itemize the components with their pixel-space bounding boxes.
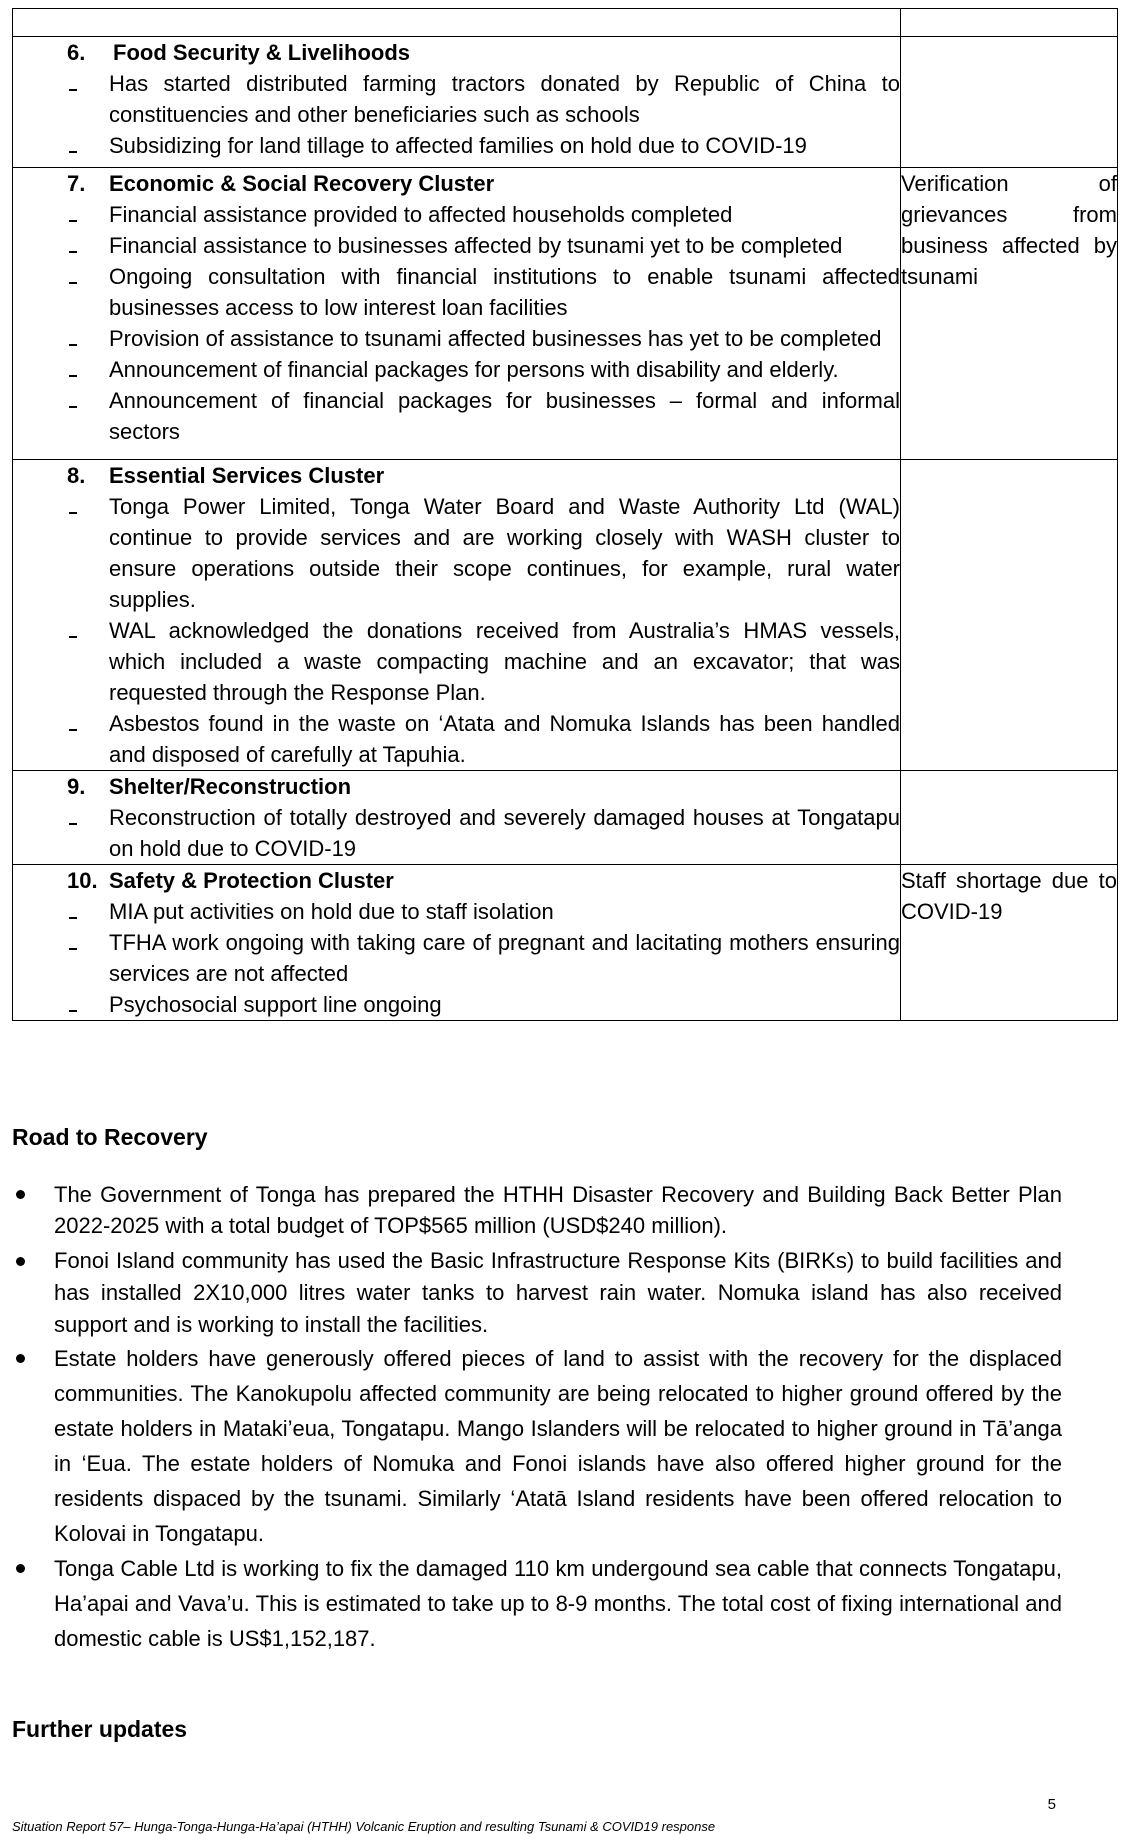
bullet-icon <box>16 1257 25 1266</box>
cluster-number: 10. <box>67 868 98 893</box>
list-item: Financial assistance provided to affected households completed <box>13 199 900 230</box>
dash-marker <box>69 491 77 522</box>
dash-marker <box>69 323 77 354</box>
page-number: 5 <box>1047 1796 1056 1813</box>
list-item: MIA put activities on hold due to staff isolation <box>13 896 900 927</box>
remarks-cell <box>901 771 1118 865</box>
table-row <box>13 9 1118 37</box>
list-item: Announcement of financial packages for businesses – formal and informal sectors <box>13 385 900 447</box>
further-updates-heading: Further updates <box>12 1716 188 1742</box>
list-item: Fonoi Island community has used the Basic Infrastructure Response Kits (BIRKs) to build facilities and has installed 2X10,000 litres water tanks to harvest rain water. Nomuka island has also received support and is working to install the facilities. <box>12 1245 1062 1341</box>
cluster-heading <box>13 37 900 68</box>
table-cell <box>13 865 901 1021</box>
dash-marker <box>69 230 77 261</box>
remarks-cell <box>901 37 1118 168</box>
list-item: WAL acknowledged the donations received from Australia’s HMAS vessels, which included a waste compacting machine and an excavator; that was requested through the Response Plan. <box>13 615 900 708</box>
table-row-safety-protection <box>13 865 1118 1021</box>
cluster-title: Shelter/Reconstruction <box>109 774 352 799</box>
cluster-heading <box>13 771 900 802</box>
cluster-title: Safety & Protection Cluster <box>109 868 394 893</box>
table-row-essential-services <box>13 460 1118 771</box>
cluster-status-table <box>12 8 1118 1021</box>
cluster-number: 6. <box>67 40 86 65</box>
list-item: Psychosocial support line ongoing <box>13 989 900 1020</box>
page-footer: Situation Report 57– Hunga-Tonga-Hunga-Ha’apai (HTHH) Volcanic Eruption and resulting Tsunami & COVID19 response <box>12 1819 716 1834</box>
dash-marker <box>69 802 77 833</box>
cluster-number: 7. <box>67 171 86 196</box>
remarks-cell: Staff shortage due to COVID-19 <box>901 865 1118 1021</box>
bullet-icon <box>16 1190 25 1199</box>
table-row-food-security <box>13 37 1118 168</box>
road-to-recovery-list <box>12 1179 1062 1656</box>
table-row-economic-social <box>13 168 1118 460</box>
bullet-icon <box>16 1354 25 1363</box>
list-item: Subsidizing for land tillage to affected families on hold due to COVID-19 <box>13 130 900 161</box>
list-item: Has started distributed farming tractors donated by Republic of China to constituencies and other beneficiaries such as schools <box>13 68 900 130</box>
table-row-shelter <box>13 771 1118 865</box>
dash-marker <box>69 385 77 416</box>
dash-marker <box>69 261 77 292</box>
dash-marker <box>69 708 77 739</box>
list-item: Asbestos found in the waste on ‘Atata and Nomuka Islands has been handled and disposed of carefully at Tapuhia. <box>13 708 900 770</box>
cluster-heading <box>13 460 900 491</box>
list-item: Ongoing consultation with financial institutions to enable tsunami affected businesses access to low interest loan facilities <box>13 261 900 323</box>
list-item: TFHA work ongoing with taking care of pregnant and lacitating mothers ensuring services are not affected <box>13 927 900 989</box>
list-item: The Government of Tonga has prepared the HTHH Disaster Recovery and Building Back Better Plan 2022-2025 with a total budget of TOP$565 million (USD$240 million). <box>12 1179 1062 1241</box>
cluster-number: 9. <box>67 774 86 799</box>
cluster-heading <box>13 168 900 199</box>
remarks-cell <box>901 460 1118 771</box>
dash-marker <box>69 896 77 927</box>
road-to-recovery-heading: Road to Recovery <box>12 1124 208 1150</box>
cluster-heading <box>13 865 900 896</box>
cluster-title: Essential Services Cluster <box>109 463 385 488</box>
remarks-cell: Verification of grievances from business affected by tsunami <box>901 168 1118 460</box>
dash-marker <box>69 130 77 161</box>
dash-marker <box>69 354 77 385</box>
dash-marker <box>69 989 77 1020</box>
list-item: Tonga Cable Ltd is working to fix the damaged 110 km undergound sea cable that connects Tongatapu, Ha’apai and Vava’u. This is estimated to take up to 8-9 months. The total cost of fixing international and domestic cable is US$1,152,187. <box>12 1551 1062 1656</box>
cluster-title: Economic & Social Recovery Cluster <box>109 171 495 196</box>
table-cell <box>13 9 901 37</box>
list-item: Tonga Power Limited, Tonga Water Board and Waste Authority Ltd (WAL) continue to provide services and are working closely with WASH cluster to ensure operations outside their scope continues, for example, rural water supplies. <box>13 491 900 615</box>
list-item: Reconstruction of totally destroyed and severely damaged houses at Tongatapu on hold due to COVID-19 <box>13 802 900 864</box>
bullet-icon <box>16 1564 25 1573</box>
list-item: Provision of assistance to tsunami affected businesses has yet to be completed <box>13 323 900 354</box>
table-cell <box>13 460 901 771</box>
dash-marker <box>69 927 77 958</box>
table-cell <box>13 37 901 168</box>
table-cell <box>901 9 1118 37</box>
list-item: Estate holders have generously offered pieces of land to assist with the recovery for the displaced communities. The Kanokupolu affected community are being relocated to higher ground offered by the estate holders in Mataki’eua, Tongatapu. Mango Islanders will be relocated to higher ground in Tā’anga in ‘Eua. The estate holders of Nomuka and Fonoi islands have also offered higher ground for the residents dispaced by the tsunami. Similarly ‘Atatā Island residents have been offered relocation to Kolovai in Tongatapu. <box>12 1341 1062 1551</box>
list-item: Announcement of financial packages for persons with disability and elderly. <box>13 354 900 385</box>
table-cell <box>13 168 901 460</box>
dash-marker <box>69 615 77 646</box>
dash-marker <box>69 68 77 99</box>
list-item: Financial assistance to businesses affected by tsunami yet to be completed <box>13 230 900 261</box>
dash-marker <box>69 199 77 230</box>
table-cell <box>13 771 901 865</box>
cluster-title: Food Security & Livelihoods <box>113 40 411 65</box>
cluster-number: 8. <box>67 463 86 488</box>
